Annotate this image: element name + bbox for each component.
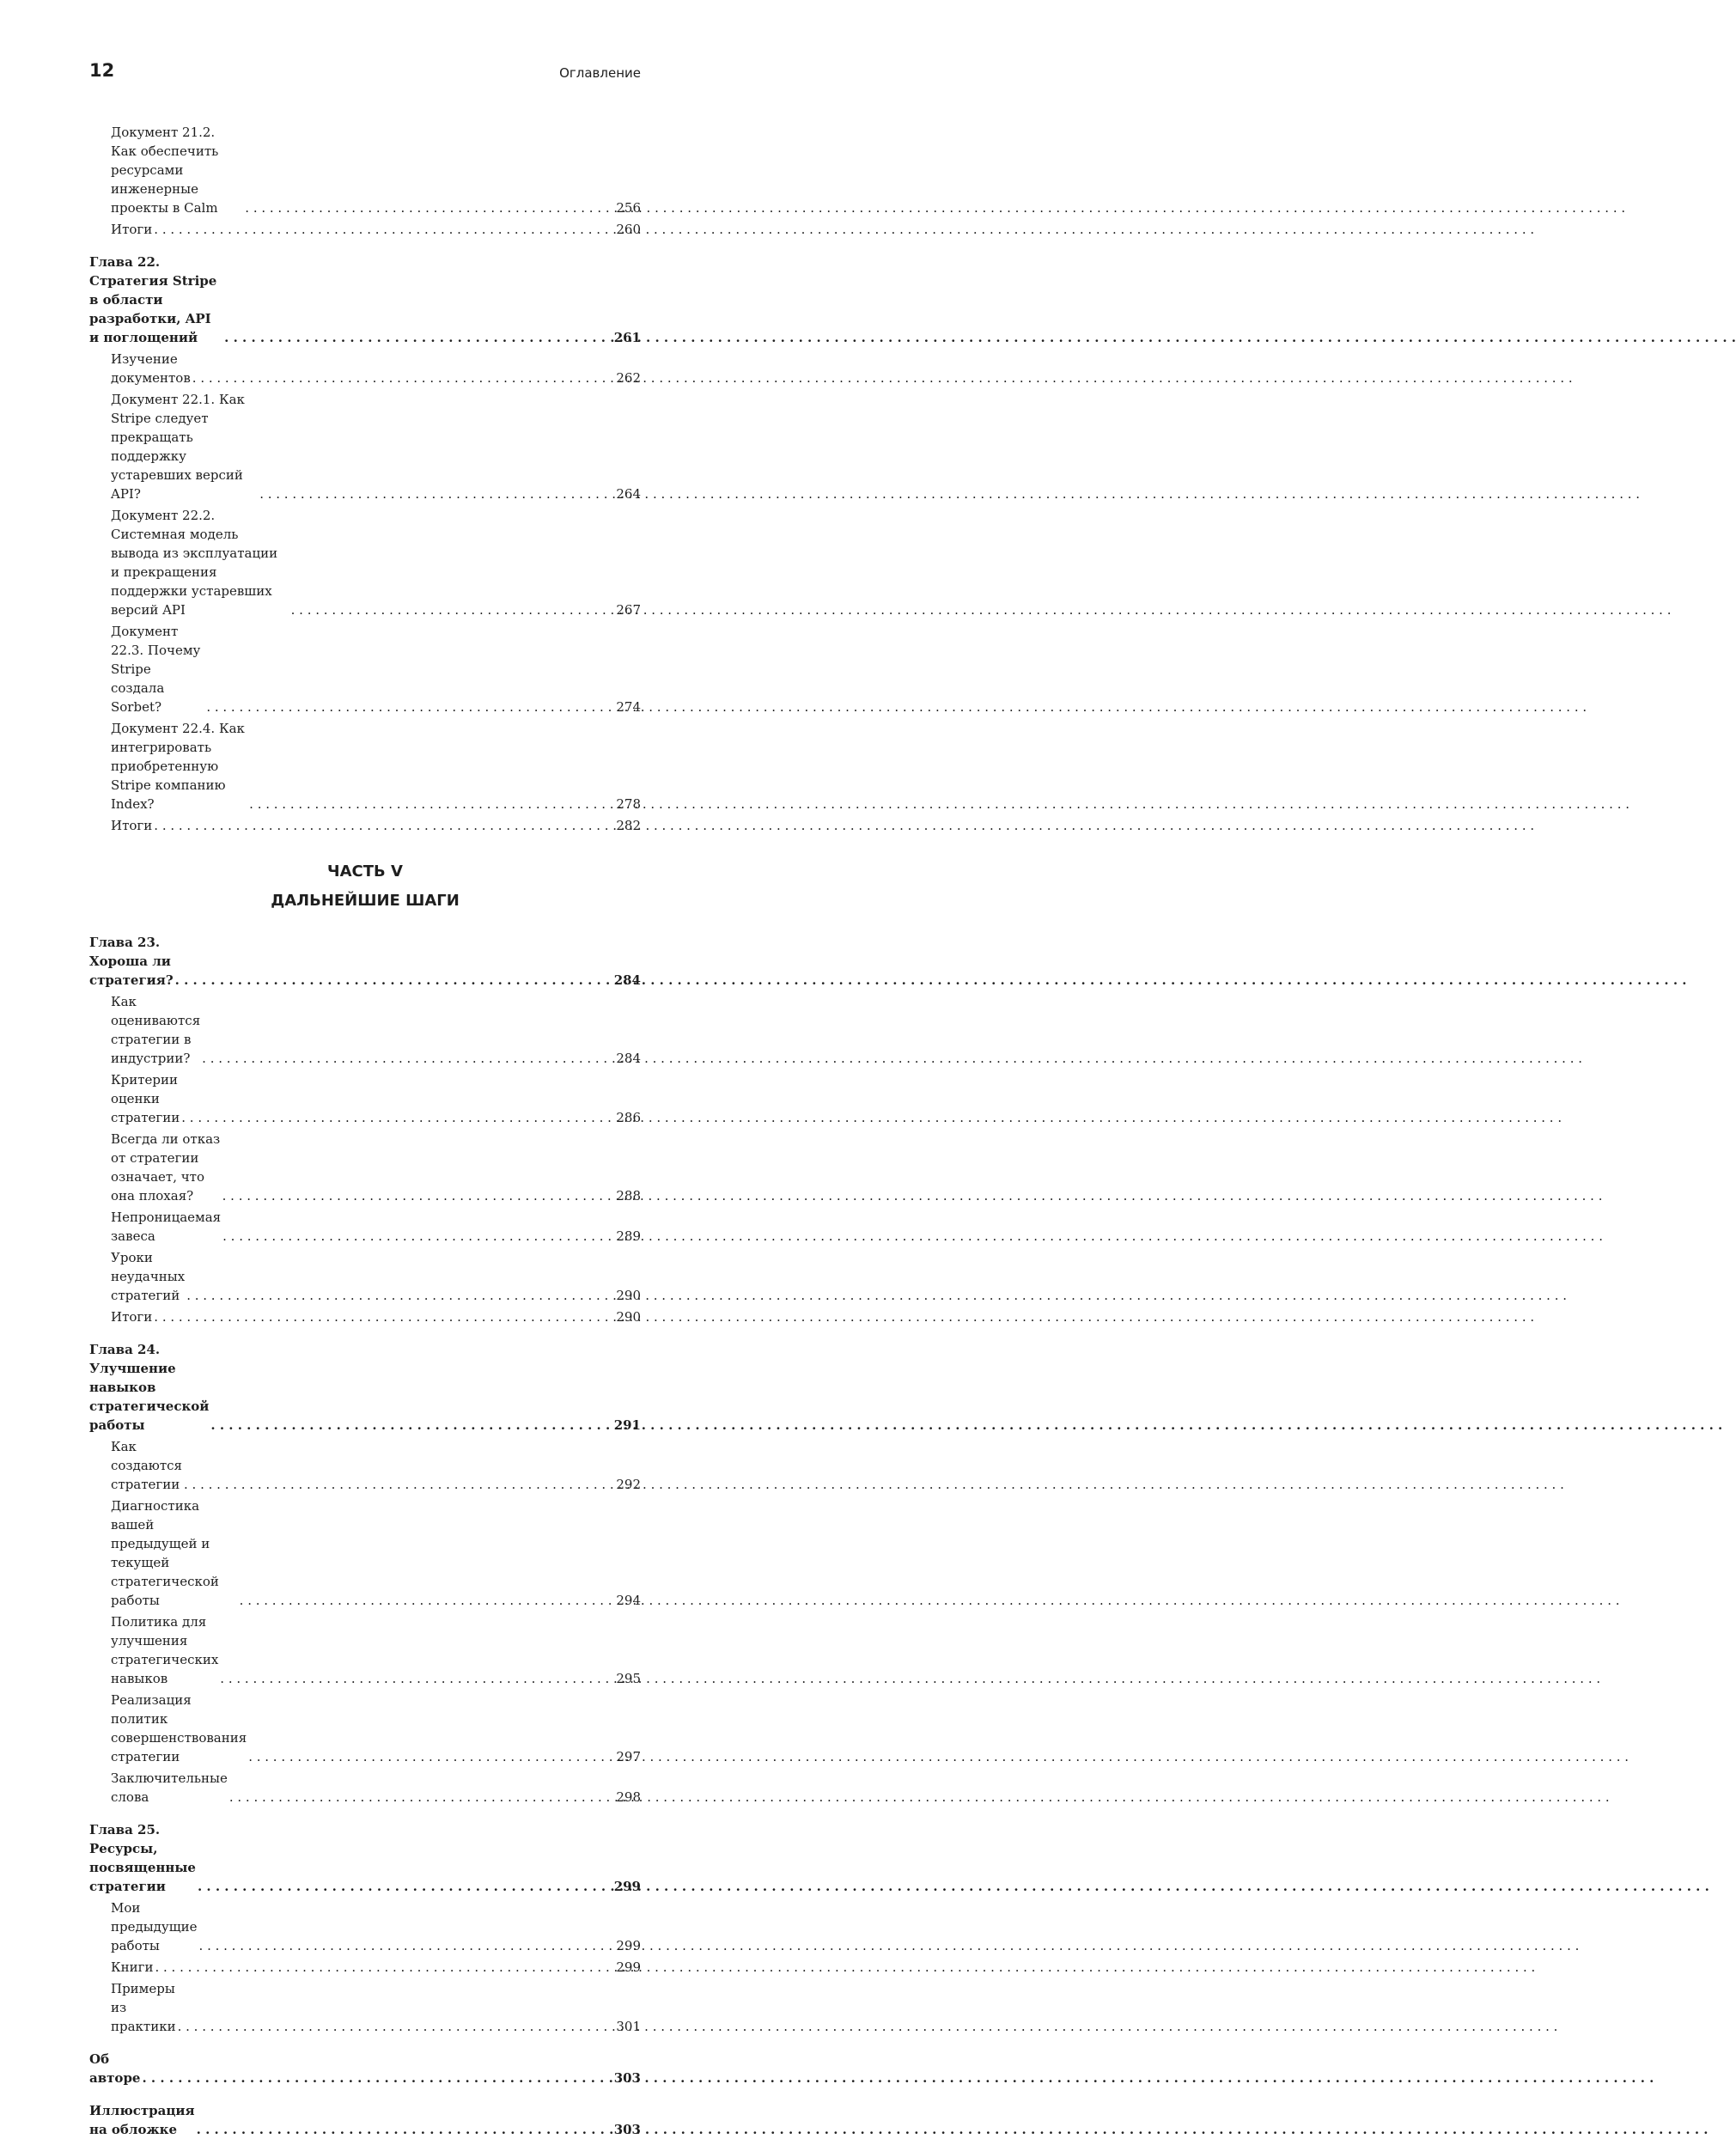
dot-leader	[206, 698, 614, 716]
toc-entry-page: 278	[616, 796, 641, 812]
dot-leader	[155, 1958, 614, 1977]
dot-leader	[222, 1227, 614, 1246]
toc-entry-title: Мои предыдущие работы	[111, 1900, 198, 1953]
toc-chapter-page: 299	[613, 1879, 641, 1894]
toc-chapter-title: Глава 23. Хороша ли стратегия?	[89, 935, 174, 988]
toc-chapter-22[interactable]	[89, 253, 641, 347]
toc-entry-page: 299	[616, 1959, 641, 1975]
toc-entry-25-1[interactable]	[89, 1898, 641, 1955]
dot-leader	[199, 1936, 615, 1955]
toc-entry-title: Политика для улучшения стратегических навыков	[111, 1614, 219, 1686]
dot-leader	[224, 328, 612, 347]
toc-entry-doc-22-1[interactable]	[89, 390, 641, 503]
toc-entry-doc-22-3[interactable]	[89, 622, 641, 716]
toc-cover-illustration[interactable]	[89, 2101, 641, 2139]
toc-entry-page: 289	[616, 1228, 641, 1244]
dot-leader	[259, 484, 614, 503]
dot-leader	[142, 2069, 612, 2087]
dot-leader	[249, 795, 614, 814]
toc-entry-title: Всегда ли отказ от стратегии означает, что она плохая?	[111, 1131, 221, 1204]
toc-entry-title: Как оцениваются стратегии в индустрии?	[111, 994, 201, 1066]
toc-entry-title: Уроки неудачных стратегий	[111, 1250, 186, 1303]
toc-entry-page: 267	[616, 602, 641, 618]
toc-entry-24-4[interactable]	[89, 1691, 641, 1766]
toc-entry-doc-22-4[interactable]	[89, 719, 641, 814]
toc-entry-page: 256	[616, 200, 641, 216]
dot-leader	[181, 1108, 614, 1127]
toc-entry-title: Документ 22.3. Почему Stripe создала Sorbet?	[111, 624, 201, 715]
dot-leader	[291, 600, 615, 619]
dot-leader	[229, 1788, 615, 1807]
dot-leader	[178, 2017, 615, 2036]
toc-chapter-title: Глава 24. Улучшение навыков стратегической работы	[89, 1342, 210, 1433]
dot-leader	[154, 1307, 614, 1326]
toc-entry-page: 294	[616, 1593, 641, 1608]
dot-leader	[240, 1591, 615, 1610]
toc-entry-23-1[interactable]	[89, 992, 641, 1068]
toc-chapter-title: Глава 25. Ресурсы, посвященные стратегии	[89, 1822, 196, 1894]
toc-entry-title: Документ 22.2. Системная модель вывода из эксплуатации и прекращения поддержки устаревших версий API	[111, 508, 278, 618]
toc-entry-title: Документ 22.4. Как интегрировать приобретенную Stripe компанию Index?	[111, 721, 245, 812]
toc-entry-page: 284	[616, 1051, 641, 1066]
dot-leader	[220, 1669, 614, 1688]
toc-chapter-25[interactable]	[89, 1820, 641, 1896]
toc-entry-23-3[interactable]	[89, 1130, 641, 1205]
toc-chapter-page: 303	[613, 2122, 641, 2137]
toc-entry-page: 274	[616, 699, 641, 715]
toc-entry-title: Реализация политик совершенствования стратегии	[111, 1692, 247, 1764]
toc-entry-summary-22[interactable]	[89, 816, 641, 835]
dot-leader	[197, 2120, 612, 2139]
dot-leader	[222, 1186, 615, 1205]
toc-chapter-page: 303	[613, 2070, 641, 2086]
running-head-title: Оглавление	[559, 65, 641, 81]
dot-leader	[192, 369, 615, 387]
toc-chapter-page: 284	[613, 972, 641, 988]
toc-entry-23-2[interactable]	[89, 1070, 641, 1127]
toc-entry-page: 290	[616, 1288, 641, 1303]
toc-entry-page: 297	[616, 1749, 641, 1764]
toc-entry-summary-21[interactable]	[89, 220, 641, 239]
toc-entry-doc-22-2[interactable]	[89, 506, 641, 619]
dot-leader	[210, 1416, 612, 1435]
toc-entry-page: 299	[616, 1938, 641, 1953]
toc-entry-title: Примеры из практики	[111, 1981, 176, 2034]
toc-entry-doc-21-2[interactable]	[89, 123, 641, 217]
toc-chapter-24[interactable]	[89, 1340, 641, 1435]
toc-entry-title: Документ 21.2. Как обеспечить ресурсами инженерные проекты в Calm	[111, 125, 219, 216]
dot-leader	[175, 971, 612, 990]
toc-entry-page: 282	[616, 818, 641, 833]
toc-entry-page: 292	[616, 1477, 641, 1492]
toc-entry-page: 295	[616, 1671, 641, 1686]
toc-entry-page: 288	[616, 1188, 641, 1204]
toc-chapter-title: Об авторе	[89, 2051, 141, 2086]
toc-entry-24-2[interactable]	[89, 1496, 641, 1610]
toc-entry-study-22[interactable]	[89, 350, 641, 387]
toc-chapter-title: Глава 22. Стратегия Stripe в области разработки, API и поглощений	[89, 254, 217, 345]
toc-entry-title: Итоги	[111, 818, 153, 833]
dot-leader	[154, 816, 614, 835]
toc-entry-title: Изучение документов	[111, 351, 191, 386]
part-heading	[89, 857, 641, 916]
running-head	[89, 60, 641, 86]
toc-entry-title: Заключительные слова	[111, 1770, 228, 1805]
part-number: ЧАСТЬ V	[327, 862, 403, 881]
toc-entry-25-3[interactable]	[89, 1979, 641, 2036]
toc-entry-title: Диагностика вашей предыдущей и текущей стратегической работы	[111, 1498, 219, 1608]
toc-entry-page: 262	[616, 370, 641, 386]
toc-entry-title: Итоги	[111, 1309, 153, 1325]
dot-leader	[184, 1475, 614, 1494]
toc-entry-title: Книги	[111, 1959, 154, 1975]
table-of-contents	[89, 120, 641, 2139]
dot-leader	[198, 1877, 612, 1896]
toc-entry-title: Итоги	[111, 222, 153, 237]
page-number: 12	[89, 60, 115, 81]
toc-entry-title: Непроницаемая завеса	[111, 1210, 222, 1244]
toc-entry-24-1[interactable]	[89, 1437, 641, 1494]
book-page	[0, 0, 729, 2137]
toc-entry-page: 290	[616, 1309, 641, 1325]
toc-entry-title: Документ 22.1. Как Stripe следует прекращать поддержку устаревших версий API?	[111, 392, 245, 502]
dot-leader	[248, 1747, 614, 1766]
toc-entry-25-2[interactable]	[89, 1958, 641, 1977]
toc-entry-page: 301	[616, 2019, 641, 2034]
toc-entry-title: Как создаются стратегии	[111, 1439, 183, 1492]
dot-leader	[186, 1286, 614, 1305]
part-title: ДАЛЬНЕЙШИЕ ШАГИ	[271, 892, 460, 910]
toc-entry-23-6[interactable]	[89, 1307, 641, 1326]
toc-chapter-title: Иллюстрация на обложке	[89, 2103, 195, 2137]
toc-entry-24-5[interactable]	[89, 1769, 641, 1807]
toc-entry-page: 286	[616, 1110, 641, 1125]
toc-chapter-page: 261	[613, 330, 641, 345]
toc-entry-page: 264	[616, 486, 641, 502]
toc-entry-page: 298	[616, 1789, 641, 1805]
dot-leader	[154, 220, 614, 239]
toc-entry-23-4[interactable]	[89, 1208, 641, 1246]
dot-leader	[202, 1049, 614, 1068]
toc-chapter-page: 291	[613, 1417, 641, 1433]
toc-entry-24-3[interactable]	[89, 1612, 641, 1688]
dot-leader	[245, 198, 614, 217]
toc-chapter-23[interactable]	[89, 933, 641, 990]
toc-entry-page: 260	[616, 222, 641, 237]
toc-entry-23-5[interactable]	[89, 1248, 641, 1305]
toc-about-author[interactable]	[89, 2050, 641, 2087]
toc-entry-title: Критерии оценки стратегии	[111, 1072, 180, 1125]
